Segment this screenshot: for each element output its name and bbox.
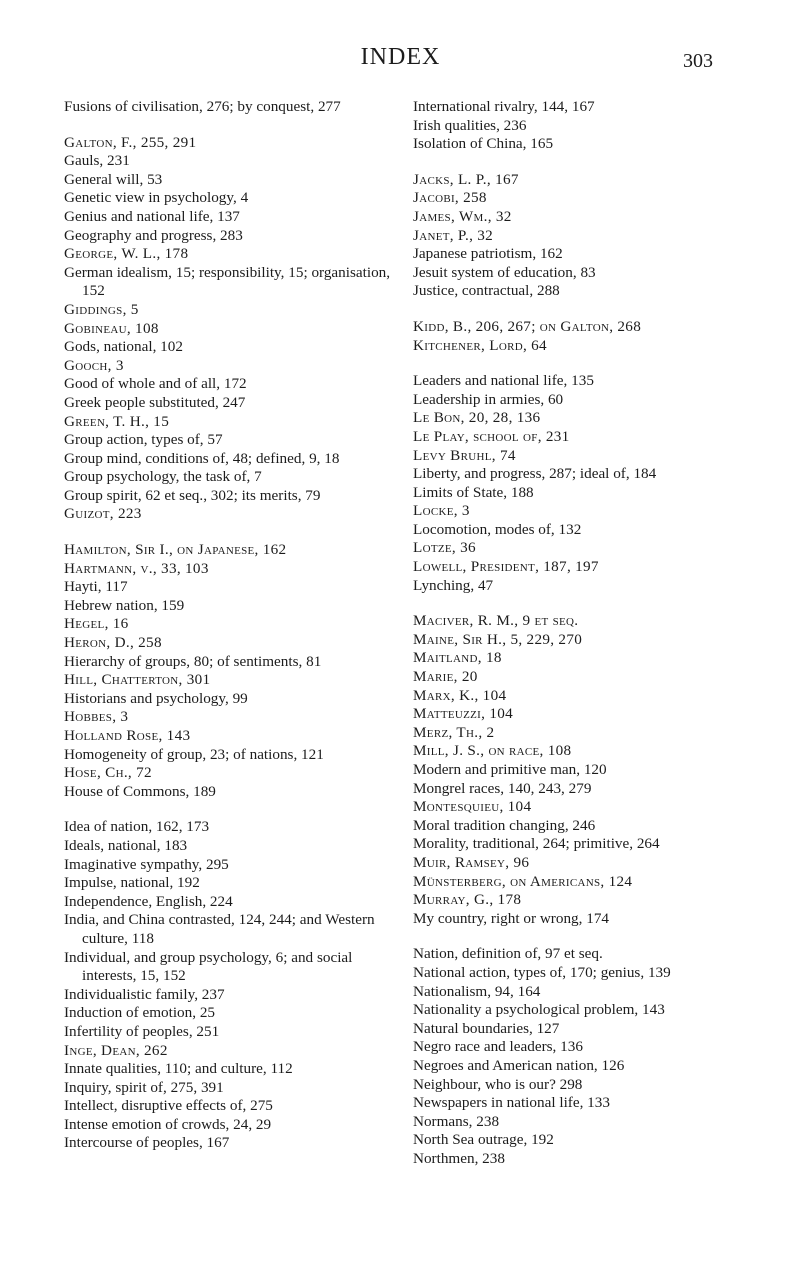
index-entry: Marie, 20 <box>413 668 478 686</box>
index-entry: Jacks, L. P., 167 <box>413 170 519 188</box>
index-entry: Nationalism, 94, 164 <box>413 982 541 1000</box>
index-entry: Individualistic family, 237 <box>64 985 225 1003</box>
index-entry: Maciver, R. M., 9 et seq. <box>413 612 579 630</box>
index-entry: Irish qualities, 236 <box>413 116 527 134</box>
index-entry: Liberty, and progress, 287; ideal of, 184 <box>413 465 657 483</box>
index-entry: Northmen, 238 <box>413 1149 505 1167</box>
page-number: 303 <box>683 50 713 72</box>
index-entry: Infertility of peoples, 251 <box>64 1022 220 1040</box>
index-entry: Hill, Chatterton, 301 <box>64 671 211 689</box>
index-entry: Greek people substituted, 247 <box>64 393 246 411</box>
index-entry: Mill, J. S., on race, 108 <box>413 742 572 760</box>
index-entry: International rivalry, 144, 167 <box>413 98 595 115</box>
index-entry: Le Play, school of, 231 <box>413 427 570 445</box>
index-entry: Montesquieu, 104 <box>413 798 532 816</box>
index-entry: Moral tradition changing, 246 <box>413 816 596 834</box>
index-entry: Giddings, 5 <box>64 300 139 318</box>
index-entry: Lowell, President, 187, 197 <box>413 558 599 576</box>
index-entry: Locomotion, modes of, 132 <box>413 520 582 538</box>
index-entry: Intense emotion of crowds, 24, 29 <box>64 1115 272 1133</box>
index-entry: Hose, Ch., 72 <box>64 764 152 782</box>
index-entry: Hierarchy of groups, 80; of sentiments, 81 <box>64 652 322 670</box>
index-entry: India, and China contrasted, 124, 244; and Western culture, 118 <box>64 911 375 947</box>
index-entry: Justice, contractual, 288 <box>413 282 560 300</box>
index-entry: North Sea outrage, 192 <box>413 1131 554 1149</box>
index-letter-group <box>413 945 753 1168</box>
index-entry: Ideals, national, 183 <box>64 836 188 854</box>
index-entry: James, Wm., 32 <box>413 207 512 225</box>
index-entry: Geography and progress, 283 <box>64 226 243 244</box>
index-letter-group <box>413 318 753 355</box>
index-entry: Good of whole and of all, 172 <box>64 375 247 393</box>
index-entry: Morality, traditional, 264; primitive, 264 <box>413 835 660 853</box>
index-entry: Leaders and national life, 135 <box>413 372 594 390</box>
index-column-right <box>413 98 753 1185</box>
index-letter-group <box>64 541 394 801</box>
index-entry: Negro race and leaders, 136 <box>413 1038 583 1056</box>
index-entry: Intellect, disruptive effects of, 275 <box>64 1097 273 1115</box>
index-entry: George, W. L., 178 <box>64 245 189 263</box>
index-entry: My country, right or wrong, 174 <box>413 909 610 927</box>
index-entry: Historians and psychology, 99 <box>64 689 248 707</box>
index-entry: Guizot, 223 <box>64 505 142 523</box>
index-entry: Newspapers in national life, 133 <box>413 1094 610 1112</box>
index-entry: Impulse, national, 192 <box>64 874 200 892</box>
index-entry: Gooch, 3 <box>64 356 124 374</box>
index-entry: Hartmann, v., 33, 103 <box>64 559 209 577</box>
index-letter-group <box>413 372 753 595</box>
index-entry: Maine, Sir H., 5, 229, 270 <box>413 630 583 648</box>
index-entry: General will, 53 <box>64 170 163 188</box>
index-entry: Le Bon, 20, 28, 136 <box>413 409 541 427</box>
index-entry: Inquiry, spirit of, 275, 391 <box>64 1078 224 1096</box>
index-entry: Mongrel races, 140, 243, 279 <box>413 779 592 797</box>
index-letter-group <box>64 818 394 1153</box>
index-entry: Innate qualities, 110; and culture, 112 <box>64 1060 293 1078</box>
index-entry: Matteuzzi, 104 <box>413 705 514 723</box>
index-entry: Münsterberg, on Americans, 124 <box>413 872 633 890</box>
index-entry: Modern and primitive man, 120 <box>413 761 607 778</box>
index-entry: Hobbes, 3 <box>64 708 129 726</box>
index-entry: Isolation of China, 165 <box>413 135 554 153</box>
index-entry: Gauls, 231 <box>64 152 130 170</box>
index-entry: Lynching, 47 <box>413 576 494 594</box>
index-entry: Neighbour, who is our? 298 <box>413 1075 583 1093</box>
index-column-left <box>64 98 394 1170</box>
index-entry: House of Commons, 189 <box>64 782 216 800</box>
index-entry: Genius and national life, 137 <box>64 207 240 225</box>
index-letter-group <box>64 98 394 117</box>
index-entry: Nationality a psychological problem, 143 <box>413 1001 665 1019</box>
index-entry: Kitchener, Lord, 64 <box>413 336 547 354</box>
index-entry: Individual, and group psychology, 6; and social interests, 15, 152 <box>64 948 353 985</box>
index-entry: Normans, 238 <box>413 1112 500 1130</box>
index-entry: Hamilton, Sir I., on Japanese, 162 <box>64 541 287 559</box>
index-entry: Lotze, 36 <box>413 539 476 557</box>
index-entry: Jesuit system of education, 83 <box>413 263 596 281</box>
index-entry: Group action, types of, 57 <box>64 431 223 449</box>
index-entry: Holland Rose, 143 <box>64 727 191 744</box>
index-entry: Negroes and American nation, 126 <box>413 1056 625 1074</box>
index-entry: Nation, definition of, 97 et seq. <box>413 945 603 963</box>
index-entry: Natural boundaries, 127 <box>413 1019 560 1037</box>
index-entry: Gods, national, 102 <box>64 338 183 356</box>
index-entry: Muir, Ramsey, 96 <box>413 853 530 871</box>
index-entry: Levy Bruhl, 74 <box>413 446 516 464</box>
index-entry: German idealism, 15; responsibility, 15; organisation, 152 <box>64 263 391 300</box>
index-entry: Fusions of civilisation, 276; by conquest, 277 <box>64 98 341 115</box>
index-letter-group <box>413 98 753 154</box>
index-entry: Group psychology, the task of, 7 <box>64 468 262 486</box>
index-entry: Hayti, 117 <box>64 578 128 596</box>
index-entry: Group mind, conditions of, 48; defined, 9, 18 <box>64 449 340 467</box>
index-entry: Hebrew nation, 159 <box>64 596 185 614</box>
index-entry: Murray, G., 178 <box>413 891 522 909</box>
index-entry: Inge, Dean, 262 <box>64 1041 168 1059</box>
index-entry: Heron, D., 258 <box>64 634 162 652</box>
index-entry: Jacobi, 258 <box>413 189 487 207</box>
index-entry: Kidd, B., 206, 267; on Galton, 268 <box>413 317 642 335</box>
index-letter-group <box>64 134 394 524</box>
index-entry: Green, T. H., 15 <box>64 412 170 430</box>
index-entry: Japanese patriotism, 162 <box>413 245 563 263</box>
index-entry: Gobineau, 108 <box>64 319 159 337</box>
index-entry: Hegel, 16 <box>64 615 129 633</box>
index-entry: Galton, F., 255, 291 <box>64 133 197 151</box>
index-entry: Janet, P., 32 <box>413 226 494 244</box>
index-entry: Group spirit, 62 et seq., 302; its merits, 79 <box>64 486 321 504</box>
index-entry: Independence, English, 224 <box>64 892 233 910</box>
index-entry: National action, types of, 170; genius, 139 <box>413 963 671 981</box>
index-entry: Genetic view in psychology, 4 <box>64 189 249 207</box>
index-entry: Intercourse of peoples, 167 <box>64 1134 230 1152</box>
index-entry: Idea of nation, 162, 173 <box>64 818 210 836</box>
index-entry: Locke, 3 <box>413 502 470 520</box>
index-entry: Merz, Th., 2 <box>413 723 495 741</box>
index-entry: Leadership in armies, 60 <box>413 390 564 408</box>
index-entry: Homogeneity of group, 23; of nations, 121 <box>64 745 324 763</box>
index-entry: Maitland, 18 <box>413 649 502 667</box>
index-letter-group <box>413 171 753 301</box>
index-entry: Induction of emotion, 25 <box>64 1004 216 1022</box>
index-entry: Imaginative sympathy, 295 <box>64 855 229 873</box>
index-entry: Limits of State, 188 <box>413 483 534 501</box>
page-header <box>0 44 801 80</box>
index-letter-group <box>413 612 753 928</box>
running-title: INDEX <box>360 44 441 70</box>
index-entry: Marx, K., 104 <box>413 686 507 704</box>
